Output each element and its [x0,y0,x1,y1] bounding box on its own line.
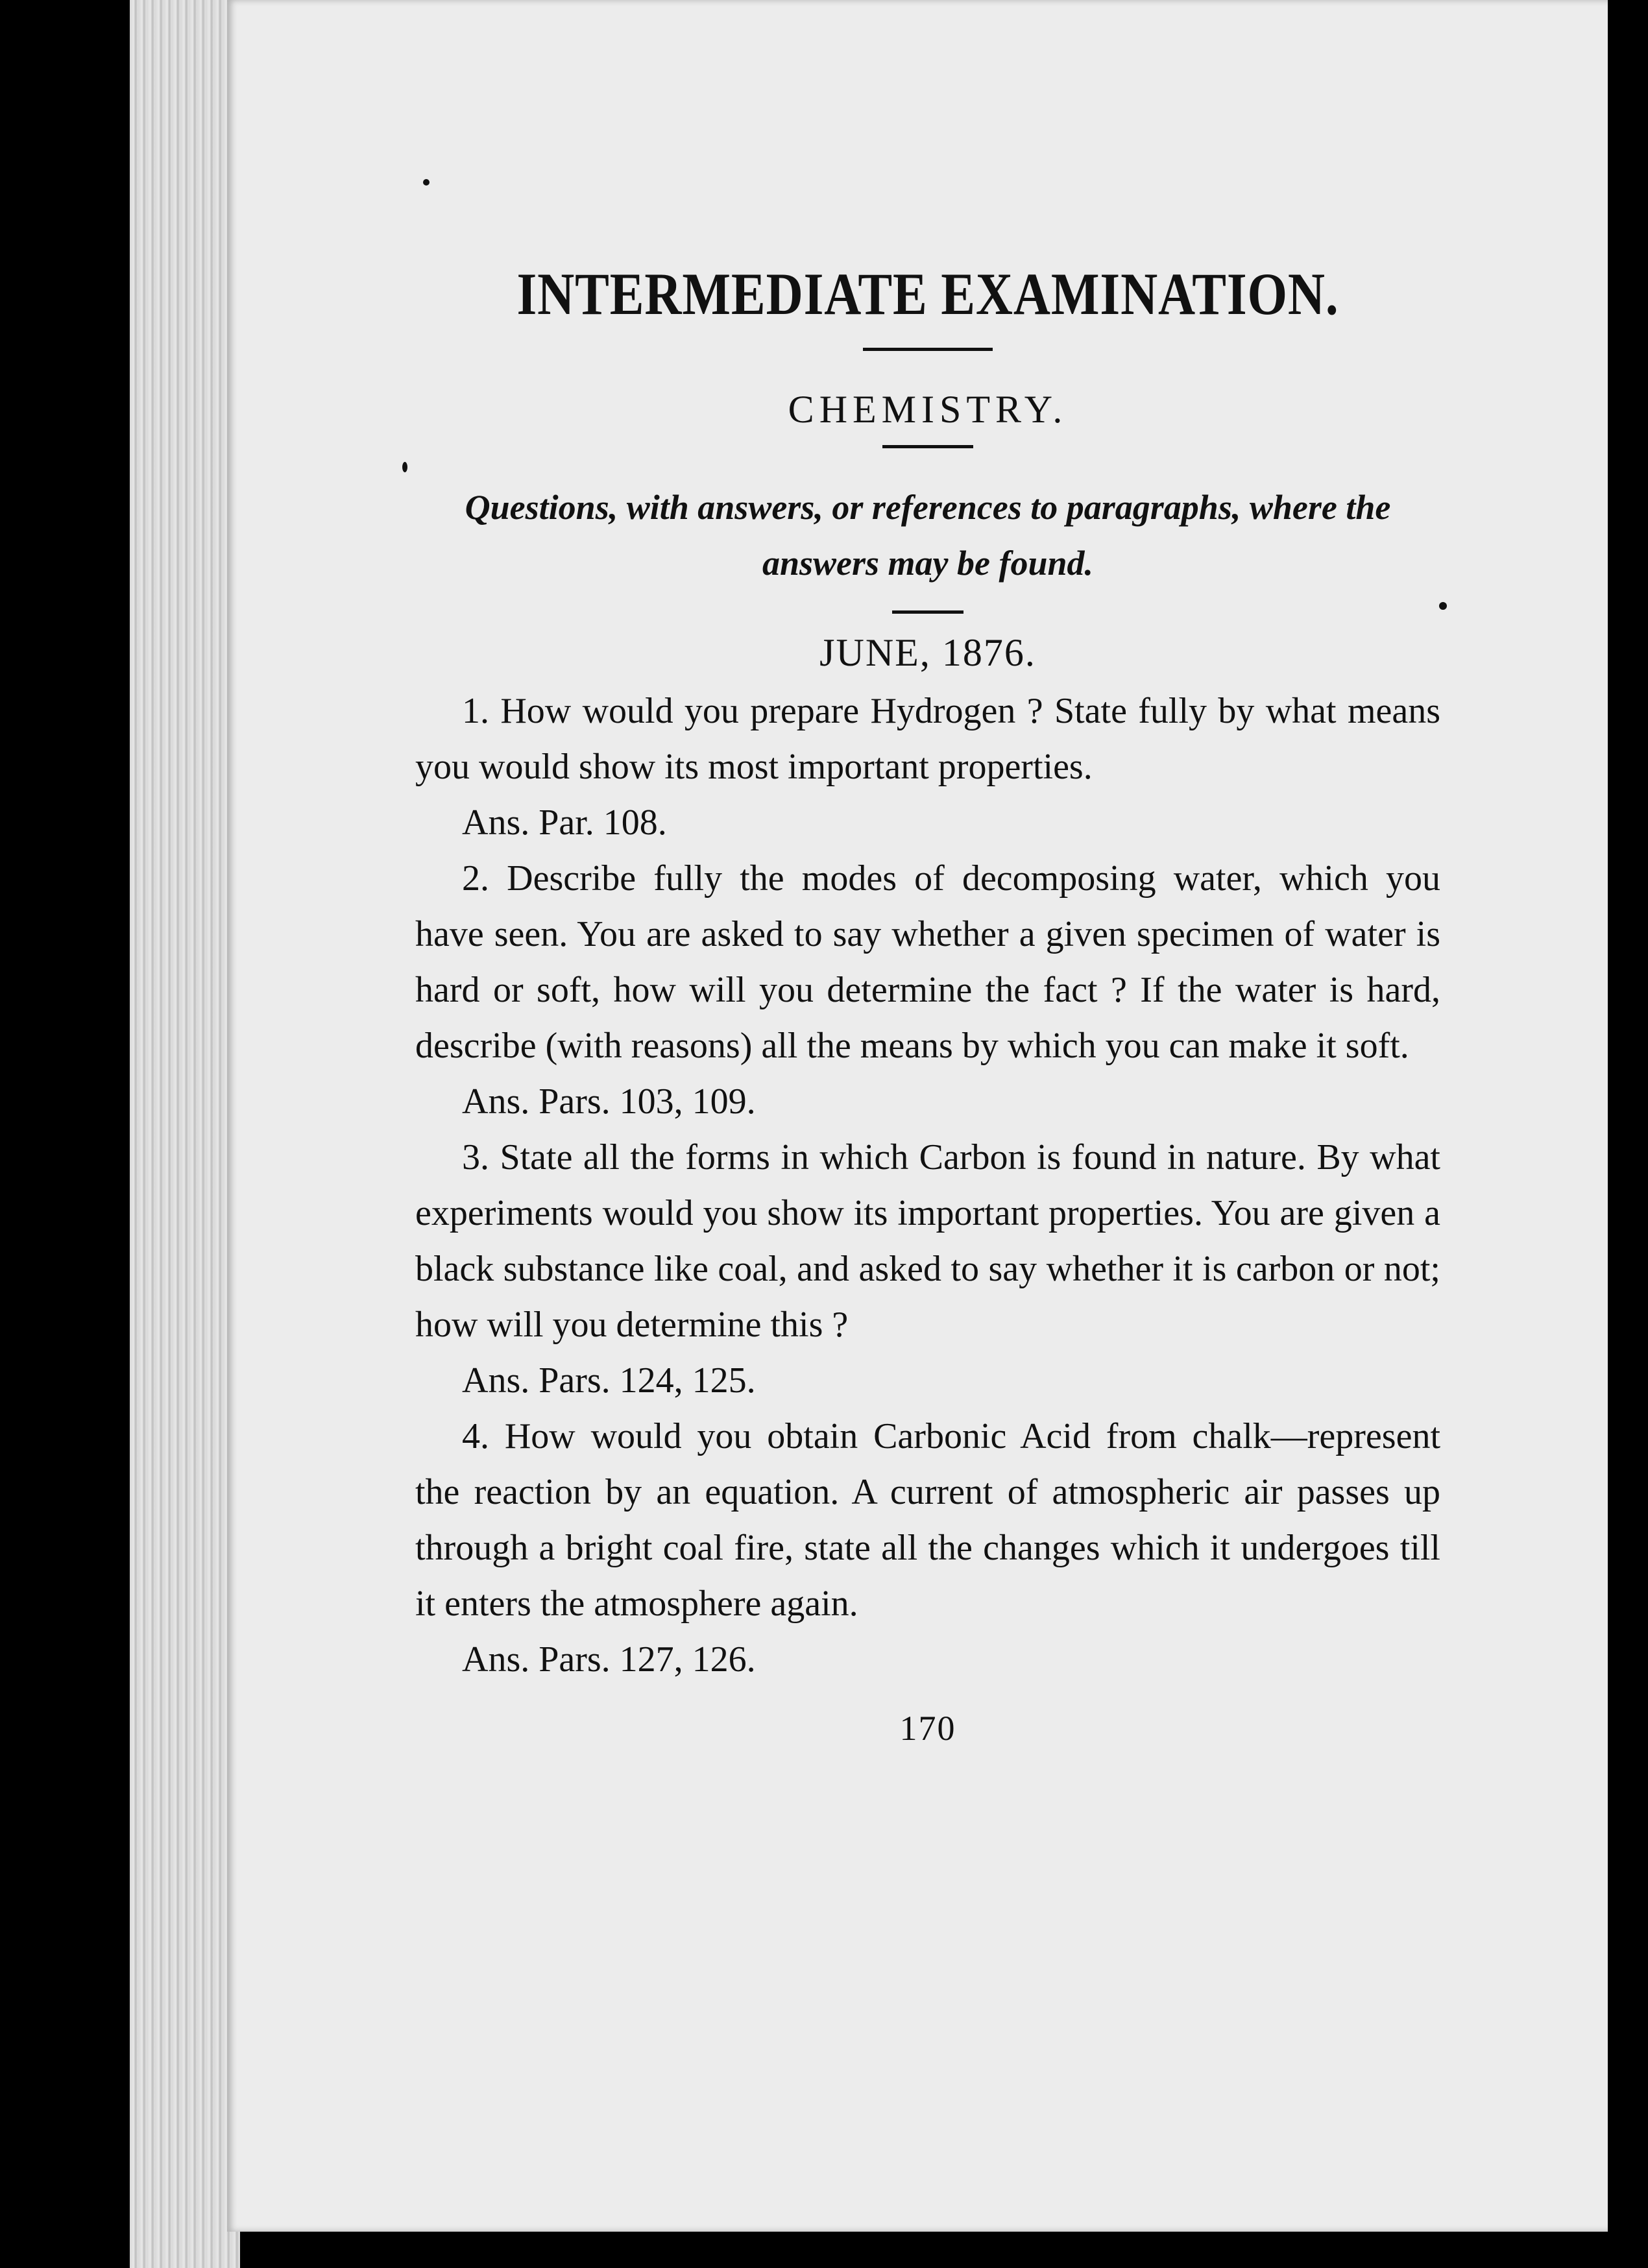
subject-rule [882,445,973,448]
answer-3: Ans. Pars. 124, 125. [462,1360,756,1401]
question-4: 4. How would you obtain Carbonic Acid from chalk—represent the reaction by an equation. A current of atmospheric air passes up through a bright coal fire, state all the changes which it undergoes till it enters the atmosphere again. [415,1416,1440,1624]
intro-rule [892,610,963,614]
scan-speck [423,179,430,186]
title-rule [863,348,993,351]
page-content [415,259,1440,1748]
page-edges [130,0,240,2268]
subject-heading: CHEMISTRY. [788,388,1068,431]
question-1: 1. How would you prepare Hydrogen ? State fully by what means you would show its most important properties. [415,691,1440,787]
intro-text: Questions, with answers, or references to paragraphs, where the answers may be found. [465,488,1391,583]
exam-date: JUNE, 1876. [819,631,1036,674]
scan-speck [402,462,407,472]
question-3: 3. State all the forms in which Carbon is found in nature. By what experiments would you show its important properties. You are given a black substance like coal, and asked to say whether it is carbon or not; how will you determine this ? [415,1137,1440,1345]
answer-4: Ans. Pars. 127, 126. [462,1639,756,1680]
scan-border [1608,0,1648,2268]
answer-1: Ans. Par. 108. [462,802,667,843]
page-number: 170 [899,1709,956,1748]
page-title: INTERMEDIATE EXAMINATION. [516,261,1339,327]
question-2: 2. Describe fully the modes of decomposing water, which you have seen. You are asked to say whether a given specimen of water is hard or soft, how will you determine the fact ? If the water is hard, describe (with reasons) all the means by which you can make it soft. [415,858,1440,1066]
answer-2: Ans. Pars. 103, 109. [462,1081,756,1122]
